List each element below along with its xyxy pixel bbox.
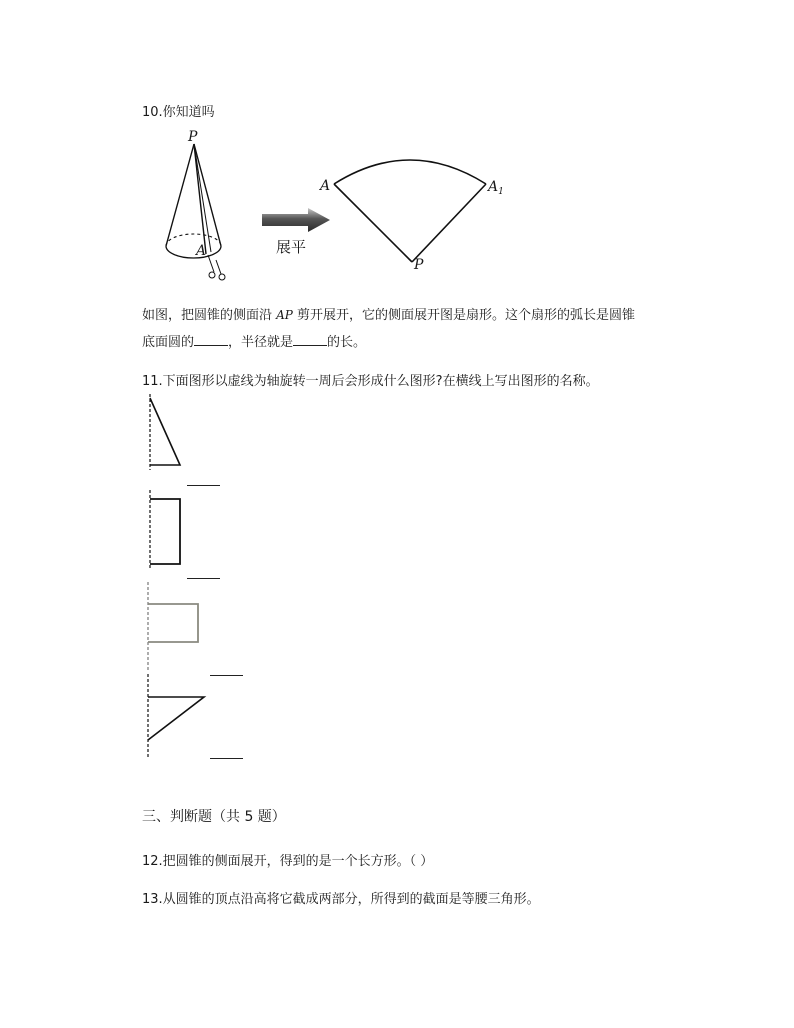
cone-base-label: A: [196, 243, 207, 259]
question-12-text: 12.把圆锥的侧面展开，得到的是一个长方形。（ ）: [142, 854, 434, 869]
sector-right-subscript: 1: [498, 187, 504, 197]
shape-triangle-2: [140, 674, 220, 764]
arrow-caption: 展平: [276, 238, 307, 256]
sector-right-label: $A_1$: [488, 179, 504, 197]
blank-arc-answer[interactable]: [194, 333, 228, 346]
answer-line-4[interactable]: [210, 758, 243, 759]
shape-triangle-1: [140, 392, 190, 472]
sector-left-label: A: [320, 178, 331, 194]
answer-line-2[interactable]: [187, 578, 220, 579]
question-10-text-line1: 如图，把圆锥的侧面沿 AP 剪开展开，它的侧面展开图是扇形。这个扇形的弧长是圆锥: [142, 308, 636, 323]
question-10-text-line2: 底面圆的 ，半径就是 的长。: [142, 335, 367, 350]
blank-radius-answer[interactable]: [293, 333, 327, 346]
shape-rectangle-2: [140, 582, 210, 672]
section-3-title: 三、判断题（共 5 题）: [142, 809, 286, 825]
sector-bottom-label: P: [414, 257, 424, 273]
question-11-title: 11.下面图形以虚线为轴旋转一周后会形成什么图形?在横线上写出图形的名称。: [142, 374, 599, 389]
shape-rectangle-1: [140, 490, 190, 570]
cone-apex-label: P: [188, 129, 198, 145]
question-10-title: 10.你知道吗: [142, 105, 215, 120]
question-13-text: 13.从圆锥的顶点沿高将它截成两部分，所得到的截面是等腰三角形。: [142, 892, 540, 907]
answer-line-1[interactable]: [187, 485, 220, 486]
cone-figure: [150, 128, 250, 288]
